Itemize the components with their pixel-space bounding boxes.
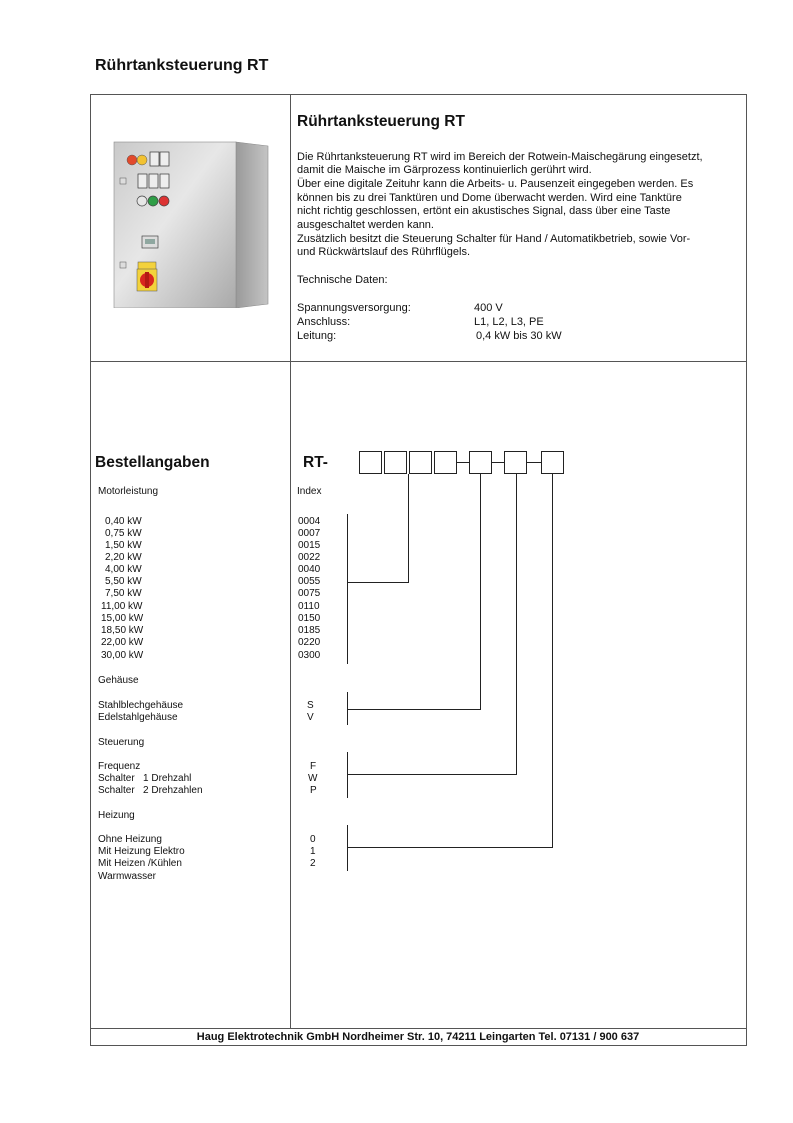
motor-index: 0055 xyxy=(298,576,321,587)
control-label: Steuerung xyxy=(98,737,145,748)
heating-connector-v xyxy=(552,474,553,848)
heating-code: 0 xyxy=(310,834,316,845)
heating-name: Warmwasser xyxy=(98,871,156,882)
control-connector-h xyxy=(347,774,517,775)
motor-power: 0,75 kW xyxy=(105,528,142,539)
housing-connector-v xyxy=(480,474,481,710)
motor-power: 2,20 kW xyxy=(105,552,142,563)
motor-index: 0300 xyxy=(298,650,321,661)
code-box-motor-1 xyxy=(359,451,382,474)
code-box-heating xyxy=(541,451,564,474)
heating-label: Heizung xyxy=(98,810,135,821)
housing-name: Edelstahlgehäuse xyxy=(98,712,178,723)
code-dash xyxy=(457,462,469,463)
motor-index: 0220 xyxy=(298,637,321,648)
motor-power: 7,50 kW xyxy=(105,588,142,599)
motor-connector-h xyxy=(347,582,409,583)
description-line: ausgeschaltet werden kann. xyxy=(297,219,434,231)
spec-value: 400 V xyxy=(474,302,503,314)
motor-index: 0185 xyxy=(298,625,321,636)
frame-mid xyxy=(90,361,746,362)
frame-footer-top xyxy=(90,1028,746,1029)
page-title: Rührtanksteuerung RT xyxy=(95,57,269,74)
control-cabinet-image xyxy=(112,138,272,313)
index-label: Index xyxy=(297,486,322,497)
housing-code: S xyxy=(307,700,314,711)
code-box-control xyxy=(504,451,527,474)
motor-connector-v xyxy=(408,474,409,583)
description-line: nicht richtig geschlossen, ertönt ein akustisches Signal, dass über eine Taste xyxy=(297,205,671,217)
motor-index: 0150 xyxy=(298,613,321,624)
motor-index: 0007 xyxy=(298,528,321,539)
heating-code: 2 xyxy=(310,858,316,869)
heating-code: 1 xyxy=(310,846,316,857)
description-line: können bis zu drei Tanktüren und Dome überwacht werden. Wird eine Tanktüre xyxy=(297,192,682,204)
motor-index: 0040 xyxy=(298,564,321,575)
housing-code: V xyxy=(307,712,314,723)
description-line: Zusätzlich besitzt die Steuerung Schalter für Hand / Automatikbetrieb, sowie Vor- xyxy=(297,233,691,245)
control-name: Frequenz xyxy=(98,761,141,772)
description-line: Über eine digitale Zeituhr kann die Arbeits- u. Pausenzeit eingegeben werden. Es xyxy=(297,178,694,190)
control-name: Schalter 2 Drehzahlen xyxy=(98,785,203,796)
motor-power: 1,50 kW xyxy=(105,540,142,551)
description-line: Die Rührtanksteuerung RT wird im Bereich der Rotwein-Maischegärung eingesetzt, xyxy=(297,151,703,163)
control-bracket-line xyxy=(347,752,348,798)
order-heading: Bestellangaben xyxy=(95,454,210,471)
code-box-motor-2 xyxy=(384,451,407,474)
heating-name: Mit Heizen /Kühlen xyxy=(98,858,182,869)
motor-power: 22,00 kW xyxy=(101,637,144,648)
motor-power: 30,00 kW xyxy=(101,650,144,661)
code-box-motor-3 xyxy=(409,451,432,474)
tech-data-heading: Technische Daten: xyxy=(297,274,388,286)
frame-top xyxy=(90,94,746,95)
motor-index: 0015 xyxy=(298,540,321,551)
code-box-motor-4 xyxy=(434,451,457,474)
spec-label: Leitung: xyxy=(297,330,337,342)
motor-index: 0022 xyxy=(298,552,321,563)
code-box-housing xyxy=(469,451,492,474)
motor-index: 0110 xyxy=(298,601,320,612)
motor-power: 18,50 kW xyxy=(101,625,144,636)
motor-power: 0,40 kW xyxy=(105,516,142,527)
housing-name: Stahlblechgehäuse xyxy=(98,700,184,711)
spec-value: 0,4 kW bis 30 kW xyxy=(476,330,562,342)
heating-name: Mit Heizung Elektro xyxy=(98,846,185,857)
motor-power: 5,50 kW xyxy=(105,576,142,587)
product-heading: Rührtanksteuerung RT xyxy=(297,113,465,130)
motor-index: 0075 xyxy=(298,588,321,599)
motor-power-label: Motorleistung xyxy=(98,486,159,497)
heating-bracket-line xyxy=(347,825,348,871)
control-name: Schalter 1 Drehzahl xyxy=(98,773,192,784)
description-line: damit die Maische im Gärprozess kontinuierlich gerührt wird. xyxy=(297,164,592,176)
frame-right xyxy=(746,94,747,1046)
spec-value: L1, L2, L3, PE xyxy=(474,316,544,328)
spec-label: Spannungsversorgung: xyxy=(297,302,411,314)
motor-power: 15,00 kW xyxy=(101,613,144,624)
frame-divider xyxy=(290,94,291,1029)
control-connector-v xyxy=(516,474,517,775)
footer-address: Haug Elektrotechnik GmbH Nordheimer Str. 10, 74211 Leingarten Tel. 07131 / 900 637 xyxy=(196,1031,640,1043)
heating-connector-h xyxy=(347,847,553,848)
control-code: P xyxy=(310,785,317,796)
motor-power: 11,00 kW xyxy=(101,601,143,612)
heating-name: Ohne Heizung xyxy=(98,834,162,845)
frame-bottom xyxy=(90,1045,746,1046)
motor-index: 0004 xyxy=(298,516,321,527)
code-dash xyxy=(492,462,504,463)
control-code: W xyxy=(308,773,318,784)
code-dash xyxy=(527,462,541,463)
housing-label: Gehäuse xyxy=(98,675,139,686)
frame-left xyxy=(90,94,91,1046)
spec-label: Anschluss: xyxy=(297,316,351,328)
housing-connector-h xyxy=(347,709,481,710)
motor-power: 4,00 kW xyxy=(105,564,142,575)
control-code: F xyxy=(310,761,317,772)
motor-bracket-line xyxy=(347,514,348,664)
description-line: und Rückwärtslauf des Rührflügels. xyxy=(297,246,471,258)
order-code-prefix: RT- xyxy=(303,454,328,471)
